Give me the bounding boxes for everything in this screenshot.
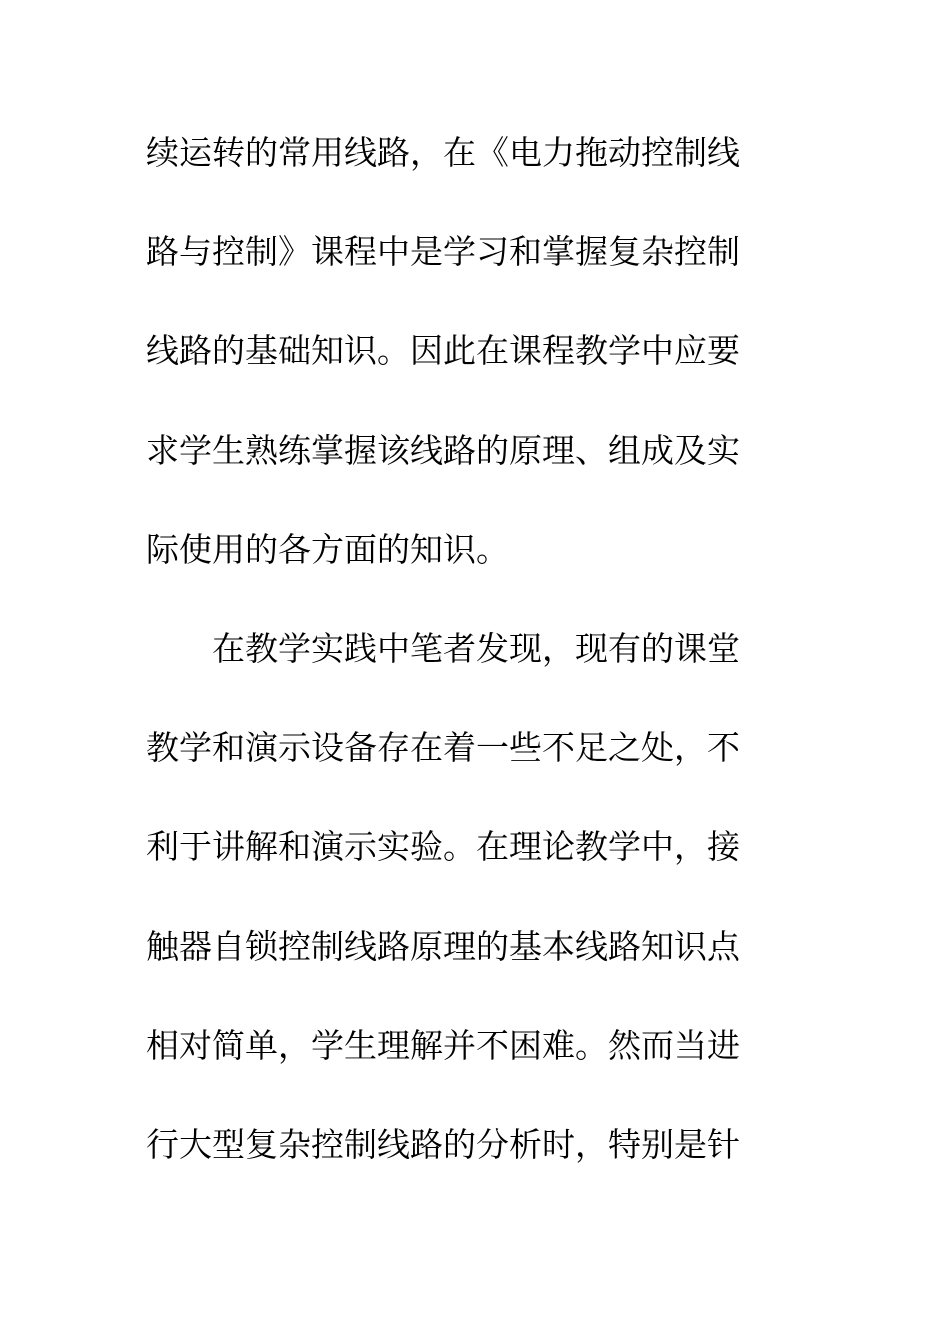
text-line: 触器自锁控制线路原理的基本线路知识点 (146, 926, 740, 966)
text-line: 行大型复杂控制线路的分析时，特别是针 (146, 1124, 740, 1164)
text-line: 路与控制》课程中是学习和掌握复杂控制 (146, 232, 740, 272)
text-line: 续运转的常用线路，在《电力拖动控制线 (146, 133, 740, 172)
text-line: 教学和演示设备存在着一些不足之处，不 (146, 728, 740, 768)
text-line: 际使用的各方面的知识。 (146, 529, 509, 569)
text-line: 线路的基础知识。因此在课程教学中应要 (146, 331, 740, 371)
text-line: 利于讲解和演示实验。在理论教学中，接 (146, 827, 740, 867)
paragraph-first-line: 在教学实践中笔者发现，现有的课堂 (212, 628, 740, 668)
text-line: 求学生熟练掌握该线路的原理、组成及实 (146, 430, 740, 470)
body-text (146, 124, 786, 1215)
text-line: 相对简单，学生理解并不困难。然而当进 (146, 1025, 740, 1065)
